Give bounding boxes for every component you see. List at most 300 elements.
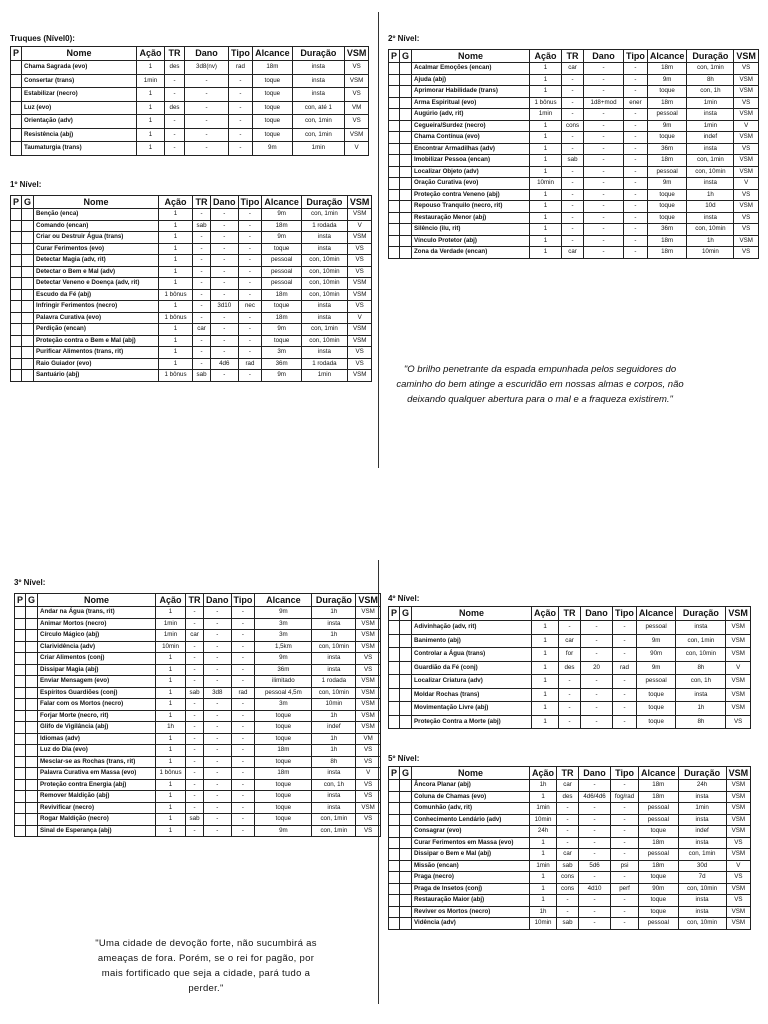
- checkbox-cell: [15, 791, 26, 803]
- table-cell: -: [193, 347, 211, 359]
- table-cell: 1: [137, 88, 165, 102]
- table-cell: 1: [159, 335, 193, 347]
- table-cell: 1: [532, 688, 559, 702]
- table-cell: 9m: [647, 178, 687, 190]
- table-cell: VSM: [726, 675, 751, 689]
- table-cell: 1h: [312, 733, 356, 745]
- table-cell: -: [613, 675, 637, 689]
- spell-table: [10, 195, 372, 382]
- table-cell: con, até 1: [292, 101, 344, 115]
- table-cell: 18m: [639, 791, 679, 803]
- table-cell: -: [229, 142, 253, 156]
- table-cell: toque: [262, 243, 302, 255]
- table-row: [11, 335, 372, 347]
- column-header: Tipo: [231, 594, 255, 607]
- spell-name: Comunhão (adv, rit): [412, 803, 530, 815]
- table-cell: for: [559, 648, 581, 662]
- table-cell: -: [581, 688, 613, 702]
- table-cell: -: [231, 768, 255, 780]
- table-cell: 5d6: [579, 860, 611, 872]
- column-header: VSM: [734, 50, 759, 63]
- table-cell: -: [193, 209, 211, 221]
- table-cell: 1h: [312, 710, 356, 722]
- checkbox-cell: [389, 166, 400, 178]
- column-header: Ação: [156, 594, 186, 607]
- checkbox-cell: [11, 347, 22, 359]
- table-cell: VS: [734, 247, 759, 259]
- table-cell: -: [231, 722, 255, 734]
- table-cell: -: [231, 630, 255, 642]
- checkbox-cell: [22, 266, 34, 278]
- column-header: VSM: [726, 607, 751, 621]
- checkbox-cell: [400, 702, 412, 716]
- table-cell: VSM: [734, 86, 759, 98]
- table-cell: pessoal: [639, 918, 679, 930]
- table-cell: -: [562, 212, 584, 224]
- table-cell: 1,5km: [255, 641, 312, 653]
- table-cell: -: [624, 166, 648, 178]
- table-row: [389, 224, 759, 236]
- table-cell: VS: [726, 872, 751, 884]
- table-cell: -: [611, 826, 639, 838]
- checkbox-cell: [400, 74, 412, 86]
- table-row: [389, 155, 759, 167]
- spell-name: Encontrar Armadilhas (adv): [412, 143, 530, 155]
- table-cell: -: [204, 825, 232, 837]
- table-cell: -: [579, 826, 611, 838]
- table-row: [11, 255, 372, 267]
- table-cell: -: [624, 201, 648, 213]
- table-cell: toque: [647, 86, 687, 98]
- table-cell: VS: [734, 97, 759, 109]
- table-cell: 1: [159, 209, 193, 221]
- table-cell: VSM: [734, 109, 759, 121]
- table-cell: psi: [611, 860, 639, 872]
- table-cell: VS: [356, 664, 381, 676]
- table-cell: 1: [530, 849, 557, 861]
- table-row: [389, 702, 751, 716]
- table-cell: pessoal: [647, 166, 687, 178]
- column-header: Duração: [292, 47, 344, 61]
- table-row: [15, 630, 381, 642]
- table-cell: des: [559, 661, 581, 675]
- table-cell: VSM: [734, 155, 759, 167]
- checkbox-cell: [11, 74, 22, 88]
- table-cell: -: [581, 621, 613, 635]
- table-cell: insta: [301, 312, 347, 324]
- spell-name: Aprimorar Habilidade (trans): [412, 86, 530, 98]
- table-cell: insta: [687, 178, 734, 190]
- checkbox-cell: [15, 733, 26, 745]
- table-row: [11, 88, 369, 102]
- table-cell: 1: [532, 634, 559, 648]
- table-row: [11, 209, 372, 221]
- column-header: G: [400, 607, 412, 621]
- spell-name: Forjar Morte (necro, rit): [38, 710, 156, 722]
- table-row: [15, 756, 381, 768]
- checkbox-cell: [11, 88, 22, 102]
- checkbox-cell: [22, 370, 34, 382]
- table-row: [389, 621, 751, 635]
- spell-name: Zona da Verdade (encan): [412, 247, 530, 259]
- table-cell: toque: [255, 756, 312, 768]
- table-cell: -: [624, 178, 648, 190]
- table-cell: 1min: [530, 109, 562, 121]
- checkbox-cell: [11, 101, 22, 115]
- table-cell: 1: [530, 155, 562, 167]
- table-cell: -: [579, 849, 611, 861]
- table-cell: VS: [347, 301, 372, 313]
- column-header: Duração: [312, 594, 356, 607]
- spell-name: Dissipar Magia (abj): [38, 664, 156, 676]
- table-cell: 1: [530, 224, 562, 236]
- table-cell: -: [562, 86, 584, 98]
- table-cell: -: [229, 74, 253, 88]
- table-cell: pessoal: [639, 803, 679, 815]
- column-header: VSM: [344, 47, 369, 61]
- table-cell: 1: [159, 347, 193, 359]
- table-cell: VSM: [734, 235, 759, 247]
- table-cell: -: [562, 166, 584, 178]
- table-cell: 18m: [255, 768, 312, 780]
- checkbox-cell: [389, 791, 400, 803]
- table-cell: -: [559, 675, 581, 689]
- table-cell: -: [562, 201, 584, 213]
- table-cell: 1: [159, 220, 193, 232]
- checkbox-cell: [26, 676, 38, 688]
- checkbox-cell: [400, 849, 412, 861]
- table-cell: -: [562, 132, 584, 144]
- table-cell: VSM: [347, 324, 372, 336]
- table-cell: -: [562, 235, 584, 247]
- checkbox-cell: [22, 358, 34, 370]
- checkbox-cell: [400, 247, 412, 259]
- checkbox-cell: [26, 768, 38, 780]
- table-cell: -: [231, 699, 255, 711]
- table-cell: con, 1min: [678, 849, 726, 861]
- table-cell: -: [186, 653, 204, 665]
- table-cell: con, 1min: [687, 155, 734, 167]
- column-header: P: [15, 594, 26, 607]
- table-cell: 1: [530, 132, 562, 144]
- table-cell: 1min: [678, 803, 726, 815]
- table-cell: -: [229, 115, 253, 129]
- spell-name: Estabilizar (necro): [22, 88, 137, 102]
- table-cell: insta: [678, 895, 726, 907]
- column-header: Dano: [204, 594, 232, 607]
- checkbox-cell: [26, 687, 38, 699]
- table-cell: 1: [156, 733, 186, 745]
- table-cell: -: [584, 224, 624, 236]
- table-cell: VSM: [347, 278, 372, 290]
- table-cell: 10min: [687, 247, 734, 259]
- table-cell: toque: [636, 715, 676, 729]
- table-cell: toque: [252, 101, 292, 115]
- spell-name: Proteção contra Energia (abj): [38, 779, 156, 791]
- quote-bottom: "Uma cidade de devoção forte, não sucumbirá as ameaças de fora. Porém, se o rei for pagão, por mais fortificado que seja a cidade, pará tudo a perder.": [95, 938, 317, 994]
- table-cell: 1min: [687, 97, 734, 109]
- table-cell: 1: [532, 675, 559, 689]
- checkbox-cell: [400, 648, 412, 662]
- table-cell: insta: [312, 618, 356, 630]
- table-cell: 1 rodada: [301, 358, 347, 370]
- table-cell: VS: [356, 814, 381, 826]
- table-row: [15, 710, 381, 722]
- table-cell: -: [186, 699, 204, 711]
- table-cell: -: [624, 132, 648, 144]
- table-cell: 18m: [639, 860, 679, 872]
- table-cell: insta: [301, 232, 347, 244]
- checkbox-cell: [389, 918, 400, 930]
- table-cell: V: [356, 768, 381, 780]
- table-cell: con, 1h: [312, 779, 356, 791]
- table-cell: VSM: [347, 232, 372, 244]
- checkbox-cell: [400, 189, 412, 201]
- table-cell: 1: [156, 676, 186, 688]
- column-header: Duração: [687, 50, 734, 63]
- table-cell: 1h: [687, 189, 734, 201]
- checkbox-cell: [389, 883, 400, 895]
- column-header: Dano: [579, 767, 611, 780]
- table-cell: -: [562, 97, 584, 109]
- table-cell: -: [204, 768, 232, 780]
- table-cell: insta: [678, 837, 726, 849]
- table-cell: -: [204, 733, 232, 745]
- table-cell: -: [611, 849, 639, 861]
- table-row: [15, 791, 381, 803]
- table-cell: -: [186, 745, 204, 757]
- table-cell: VS: [726, 895, 751, 907]
- table-cell: 18m: [647, 97, 687, 109]
- checkbox-cell: [400, 895, 412, 907]
- table-cell: VS: [734, 143, 759, 155]
- spell-table: [388, 606, 751, 729]
- table-cell: pessoal: [639, 849, 679, 861]
- table-row: [11, 347, 372, 359]
- table-row: [11, 220, 372, 232]
- table-cell: 30d: [678, 860, 726, 872]
- table-cell: -: [204, 802, 232, 814]
- checkbox-cell: [11, 278, 22, 290]
- column-header: Tipo: [238, 196, 262, 209]
- table-cell: VSM: [726, 883, 751, 895]
- table-cell: -: [186, 825, 204, 837]
- table-cell: VSM: [356, 676, 381, 688]
- table-cell: -: [186, 676, 204, 688]
- table-cell: -: [211, 370, 239, 382]
- column-header: P: [11, 47, 22, 61]
- table-cell: 4d10: [579, 883, 611, 895]
- table-row: [389, 675, 751, 689]
- checkbox-cell: [389, 235, 400, 247]
- checkbox-cell: [389, 132, 400, 144]
- table-cell: -: [211, 278, 239, 290]
- table-cell: -: [584, 86, 624, 98]
- column-header: G: [400, 767, 412, 780]
- table-cell: -: [559, 688, 581, 702]
- table-cell: -: [562, 189, 584, 201]
- spell-name: Criar ou Destruir Água (trans): [34, 232, 159, 244]
- table-cell: indef: [312, 722, 356, 734]
- table-cell: -: [204, 814, 232, 826]
- checkbox-cell: [389, 86, 400, 98]
- checkbox-cell: [389, 63, 400, 75]
- column-header: TR: [165, 47, 185, 61]
- table-cell: -: [165, 88, 185, 102]
- table-row: [389, 860, 751, 872]
- table-cell: toque: [252, 88, 292, 102]
- table-cell: -: [584, 63, 624, 75]
- checkbox-cell: [400, 791, 412, 803]
- table-cell: 1 bônus: [156, 768, 186, 780]
- table-cell: -: [204, 641, 232, 653]
- spell-name: Movimentação Livre (abj): [412, 702, 532, 716]
- spell-name: Curar Ferimentos em Massa (evo): [412, 837, 530, 849]
- table-cell: -: [562, 224, 584, 236]
- checkbox-cell: [26, 664, 38, 676]
- spell-name: Comando (encan): [34, 220, 159, 232]
- table-cell: -: [584, 166, 624, 178]
- table-cell: 3d8: [204, 687, 232, 699]
- table-cell: VSM: [726, 791, 751, 803]
- table-cell: -: [579, 895, 611, 907]
- table-cell: toque: [639, 895, 679, 907]
- checkbox-cell: [389, 178, 400, 190]
- table-row: [389, 178, 759, 190]
- table-cell: -: [562, 74, 584, 86]
- spell-name: Chama Sagrada (evo): [22, 61, 137, 75]
- checkbox-cell: [389, 675, 400, 689]
- checkbox-cell: [26, 653, 38, 665]
- table-cell: 36m: [647, 224, 687, 236]
- table-cell: -: [238, 266, 262, 278]
- table-cell: -: [557, 906, 579, 918]
- table-cell: -: [165, 128, 185, 142]
- table-cell: -: [238, 232, 262, 244]
- checkbox-cell: [389, 872, 400, 884]
- spell-name: Mesclar-se as Rochas (trans, rit): [38, 756, 156, 768]
- table-cell: -: [231, 814, 255, 826]
- spell-name: Consagrar (evo): [412, 826, 530, 838]
- table-cell: VS: [726, 715, 751, 729]
- table-cell: toque: [639, 872, 679, 884]
- column-header: TR: [557, 767, 579, 780]
- table-cell: 3m: [262, 347, 302, 359]
- column-header: Alcance: [639, 767, 679, 780]
- table-cell: 1: [156, 745, 186, 757]
- table-cell: VSM: [726, 702, 751, 716]
- checkbox-cell: [15, 607, 26, 619]
- table-cell: -: [185, 128, 229, 142]
- table-cell: -: [584, 155, 624, 167]
- table-cell: 8h: [676, 661, 726, 675]
- table-cell: con, 1min: [301, 209, 347, 221]
- table-cell: -: [231, 802, 255, 814]
- table-row: [389, 74, 759, 86]
- table-cell: 1: [156, 687, 186, 699]
- table-cell: 1: [137, 115, 165, 129]
- table-cell: 9m: [262, 324, 302, 336]
- spell-name: Restauração Maior (abj): [412, 895, 530, 907]
- checkbox-cell: [389, 814, 400, 826]
- table-cell: -: [204, 779, 232, 791]
- table-cell: 10min: [530, 814, 557, 826]
- table-row: [11, 266, 372, 278]
- column-header: VSM: [726, 767, 751, 780]
- spell-name: Escudo da Fé (abj): [34, 289, 159, 301]
- section-title: 1º Nível:: [10, 180, 42, 189]
- column-header: Ação: [159, 196, 193, 209]
- table-cell: con, 10min: [301, 335, 347, 347]
- checkbox-cell: [400, 109, 412, 121]
- table-cell: insta: [301, 243, 347, 255]
- table-cell: insta: [312, 802, 356, 814]
- table-cell: pessoal: [262, 266, 302, 278]
- checkbox-cell: [400, 224, 412, 236]
- table-row: [389, 97, 759, 109]
- checkbox-cell: [400, 166, 412, 178]
- table-cell: -: [231, 825, 255, 837]
- table-cell: -: [613, 688, 637, 702]
- section-nivel3: [14, 578, 381, 837]
- checkbox-cell: [15, 722, 26, 734]
- table-cell: -: [624, 235, 648, 247]
- table-cell: 1: [159, 301, 193, 313]
- table-cell: 8h: [687, 74, 734, 86]
- table-cell: V: [347, 312, 372, 324]
- table-cell: con, 10min: [676, 648, 726, 662]
- checkbox-cell: [400, 120, 412, 132]
- checkbox-cell: [15, 630, 26, 642]
- spell-name: Proteção contra Veneno (abj): [412, 189, 530, 201]
- table-cell: toque: [252, 115, 292, 129]
- table-cell: -: [562, 143, 584, 155]
- checkbox-cell: [22, 289, 34, 301]
- table-cell: -: [193, 278, 211, 290]
- checkbox-cell: [400, 235, 412, 247]
- table-cell: des: [165, 61, 185, 75]
- table-cell: VSM: [726, 621, 751, 635]
- table-cell: 18m: [262, 289, 302, 301]
- table-cell: -: [562, 109, 584, 121]
- checkbox-cell: [400, 826, 412, 838]
- table-row: [389, 247, 759, 259]
- spell-name: Idiomas (adv): [38, 733, 156, 745]
- table-cell: -: [193, 232, 211, 244]
- table-cell: -: [579, 872, 611, 884]
- table-cell: -: [211, 209, 239, 221]
- table-row: [389, 189, 759, 201]
- checkbox-cell: [389, 906, 400, 918]
- table-cell: 1: [530, 201, 562, 213]
- spell-name: Controlar a Água (trans): [412, 648, 532, 662]
- checkbox-cell: [400, 661, 412, 675]
- table-cell: 8h: [676, 715, 726, 729]
- table-row: [11, 289, 372, 301]
- column-header: Duração: [678, 767, 726, 780]
- checkbox-cell: [26, 745, 38, 757]
- table-cell: 36m: [647, 143, 687, 155]
- table-row: [389, 661, 751, 675]
- column-header: Ação: [530, 767, 557, 780]
- table-cell: VSM: [726, 634, 751, 648]
- table-row: [389, 814, 751, 826]
- checkbox-cell: [22, 209, 34, 221]
- spell-name: Raio Guiador (evo): [34, 358, 159, 370]
- checkbox-cell: [11, 312, 22, 324]
- table-cell: 4d6: [211, 358, 239, 370]
- table-cell: insta: [687, 212, 734, 224]
